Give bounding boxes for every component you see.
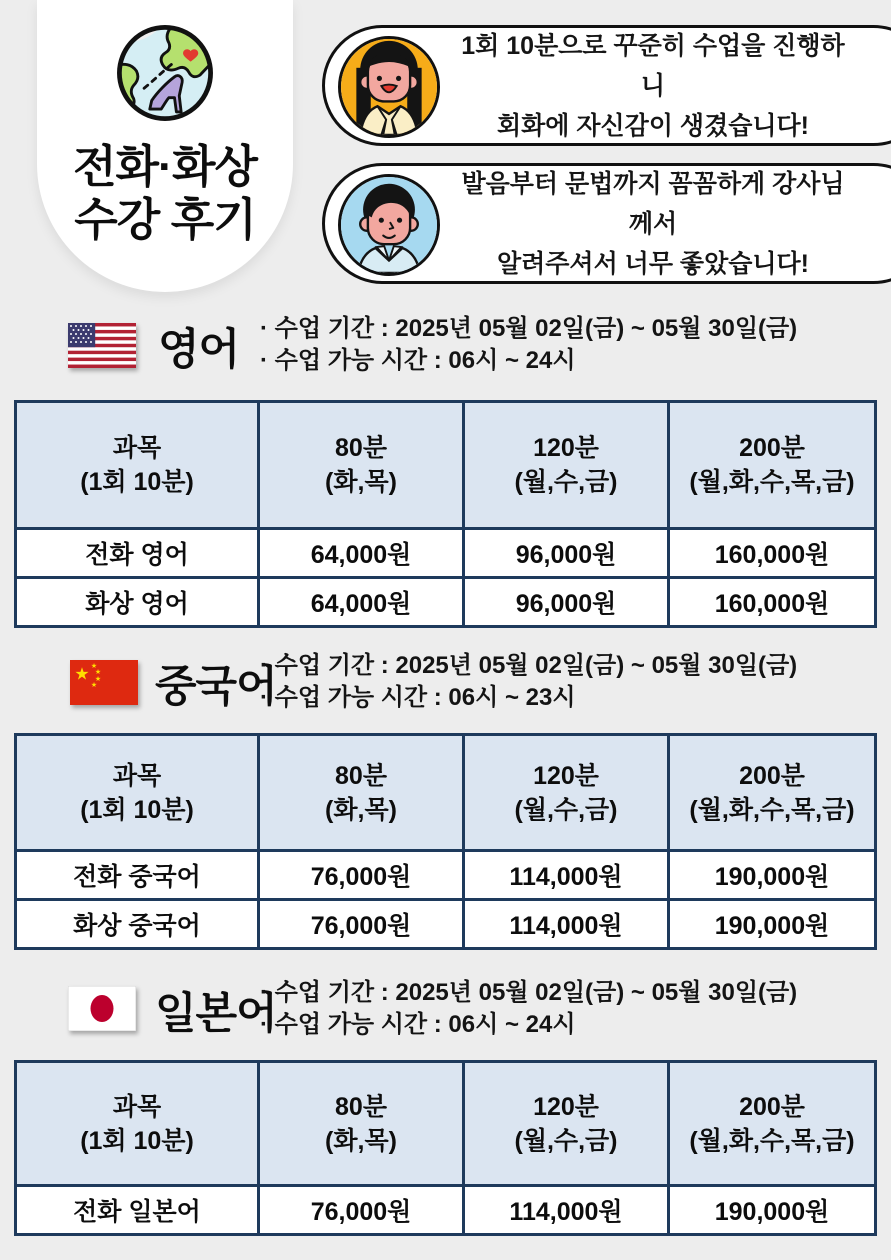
testimonial-line1: 1회 10분으로 꾸준히 수업을 진행하니 (461, 31, 845, 100)
man-avatar (338, 174, 440, 276)
cn-flag (70, 660, 138, 705)
price-cell: 64,000원 (260, 579, 462, 625)
testimonial-line1: 발음부터 문법까지 꼼꼼하게 강사님께서 (461, 169, 845, 238)
class-period: · 수업 기간 : 2025년 05월 02일(금) ~ 05월 30일(금) (260, 315, 798, 342)
price-cell: 96,000원 (465, 579, 667, 625)
section-title-english: 영어 (158, 326, 240, 374)
class-hours: · 수업 가능 시간 : 06시 ~ 24시 (260, 1011, 576, 1038)
page-title (73, 140, 257, 246)
svg-text:★: ★ (74, 664, 90, 684)
price-cell: 190,000원 (670, 1187, 874, 1233)
table-header-cell: 과목 (1회 10분) (17, 736, 257, 849)
testimonial-bubble-1 (322, 25, 891, 146)
table-header-cell: 200분 (월,화,수,목,금) (670, 1063, 874, 1184)
course-name-cell: 전화 영어 (17, 530, 257, 576)
price-cell: 96,000원 (465, 530, 667, 576)
class-period: · 수업 기간 : 2025년 05월 02일(금) ~ 05월 30일(금) (260, 652, 798, 679)
price-cell: 76,000원 (260, 852, 462, 898)
page-title-line2: 수강 후기 (74, 194, 256, 245)
price-cell: 76,000원 (260, 901, 462, 947)
course-name-cell: 화상 중국어 (17, 901, 257, 947)
course-name-cell: 전화 일본어 (17, 1187, 257, 1233)
price-cell: 114,000원 (465, 852, 667, 898)
svg-text:★: ★ (90, 662, 98, 670)
testimonial-line2: 회화에 자신감이 생겼습니다! (496, 111, 810, 140)
course-name-cell: 전화 중국어 (17, 852, 257, 898)
price-cell: 114,000원 (465, 901, 667, 947)
price-cell: 190,000원 (670, 901, 874, 947)
testimonial-text (457, 166, 849, 281)
table-header-cell: 과목 (1회 10분) (17, 1063, 257, 1184)
svg-text:★: ★ (90, 681, 98, 689)
table-header-cell: 200분 (월,화,수,목,금) (670, 736, 874, 849)
globe-travel-icon (108, 16, 222, 130)
class-period: · 수업 기간 : 2025년 05월 02일(금) ~ 05월 30일(금) (260, 979, 798, 1006)
us-flag (68, 323, 136, 368)
section-title-chinese: 중국어 (155, 663, 277, 711)
table-header-cell: 80분 (화,목) (260, 1063, 462, 1184)
section-info-japanese (260, 977, 797, 1041)
section-info-english (260, 313, 797, 377)
class-hours: · 수업 가능 시간 : 06시 ~ 24시 (260, 347, 576, 374)
section-info-chinese (260, 650, 797, 714)
table-header-cell: 80분 (화,목) (260, 403, 462, 527)
price-cell: 76,000원 (260, 1187, 462, 1233)
testimonial-line2: 알려주셔서 너무 좋았습니다! (496, 249, 810, 278)
table-header-cell: 과목 (1회 10분) (17, 403, 257, 527)
class-hours: · 수업 가능 시간 : 06시 ~ 23시 (260, 684, 576, 711)
woman-avatar (338, 36, 440, 138)
table-header-cell: 120분 (월,수,금) (465, 736, 667, 849)
price-cell: 160,000원 (670, 579, 874, 625)
testimonial-text (457, 28, 849, 143)
price-cell: 190,000원 (670, 852, 874, 898)
svg-text:★: ★ (94, 675, 102, 683)
testimonial-bubble-2 (322, 163, 891, 284)
price-table-english (14, 400, 877, 628)
table-header-cell: 120분 (월,수,금) (465, 1063, 667, 1184)
page-title-line1: 전화·화상 (73, 141, 257, 192)
brand-badge (37, 0, 293, 292)
price-table-japanese (14, 1060, 877, 1236)
price-table-chinese (14, 733, 877, 950)
svg-text:★: ★ (94, 668, 102, 676)
table-header-cell: 120분 (월,수,금) (465, 403, 667, 527)
course-name-cell: 화상 영어 (17, 579, 257, 625)
price-cell: 160,000원 (670, 530, 874, 576)
table-header-cell: 80분 (화,목) (260, 736, 462, 849)
price-cell: 64,000원 (260, 530, 462, 576)
price-cell: 114,000원 (465, 1187, 667, 1233)
jp-flag (68, 986, 136, 1031)
section-title-japanese: 일본어 (155, 990, 277, 1038)
table-header-cell: 200분 (월,화,수,목,금) (670, 403, 874, 527)
